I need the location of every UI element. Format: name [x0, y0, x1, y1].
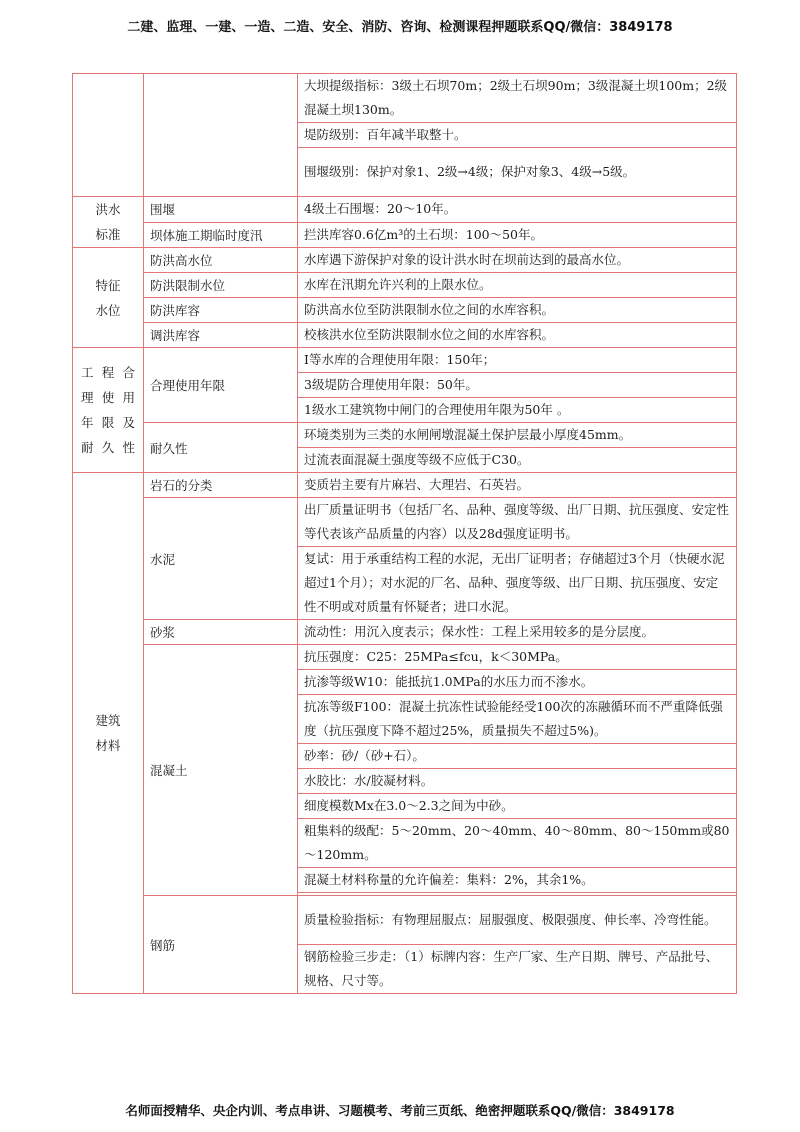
table-row: [73, 74, 737, 123]
content-cell: 大坝提级指标：3级土石坝70m；2级土石坝90m；3级混凝土坝100m；2级混凝土坝130m。: [298, 74, 737, 123]
table-row: [73, 323, 737, 348]
content-cell: 水库遇下游保护对象的设计洪水时在坝前达到的最高水位。: [298, 248, 737, 273]
item-cell-continued: [144, 74, 298, 197]
content-cell: 1级水工建筑物中闸门的合理使用年限为50年 。: [298, 398, 737, 423]
content-cell: 复试：用于承重结构工程的水泥，无出厂证明者；存储超过3个月（快硬水泥超过1个月）；对水泥的厂名、品种、强度等级、出厂日期、抗压强度、安定性不明或对质量有怀疑者；进口水泥。: [298, 547, 737, 620]
content-cell: 质量检验指标：有物理屈服点：屈服强度、极限强度、伸长率、冷弯性能。: [298, 896, 737, 945]
content-cell: 3级堤防合理使用年限：50年。: [298, 373, 737, 398]
table-row: [73, 273, 737, 298]
category-building-materials: 建筑 材料: [73, 473, 144, 994]
content-cell: 抗冻等级F100：混凝土抗冻性试验能经受100次的冻融循环而不严重降低强度（抗压强度下降不超过25%，质量损失不超过5%)。: [298, 695, 737, 744]
table-row: [73, 620, 737, 645]
table-row: [73, 222, 737, 248]
item-cell: 耐久性: [144, 423, 298, 473]
content-cell: 抗渗等级W10：能抵抗1.0MPa的水压力而不渗水。: [298, 670, 737, 695]
item-cell: 水泥: [144, 498, 298, 620]
content-cell: 防洪高水位至防洪限制水位之间的水库容积。: [298, 298, 737, 323]
content-cell: 环境类别为三类的水闸闸墩混凝土保护层最小厚度45mm。: [298, 423, 737, 448]
item-cell: 防洪高水位: [144, 248, 298, 273]
content-cell: 砂率：砂/（砂+石）。: [298, 744, 737, 769]
content-cell: 水库在汛期允许兴利的上限水位。: [298, 273, 737, 298]
content-cell: 细度模数Mx在3.0～2.3之间为中砂。: [298, 794, 737, 819]
item-cell: 围堰: [144, 197, 298, 223]
category-water-level: 特征 水位: [73, 248, 144, 348]
category-cell-continued: [73, 74, 144, 197]
table-row: [73, 298, 737, 323]
knowledge-table: [72, 73, 737, 994]
content-cell: 流动性：用沉入度表示；保水性：工程上采用较多的是分层度。: [298, 620, 737, 645]
content-cell: 过流表面混凝土强度等级不应低于C30。: [298, 448, 737, 473]
content-cell: Ⅰ等水库的合理使用年限：150年；: [298, 348, 737, 373]
page-footer: 名师面授精华、央企内训、考点串讲、习题模考、考前三页纸、绝密押题联系QQ/微信：3849178: [125, 1103, 675, 1118]
content-cell: 校核洪水位至防洪限制水位之间的水库容积。: [298, 323, 737, 348]
content-cell: 堤防级别：百年减半取整十。: [298, 123, 737, 148]
content-cell: 围堰级别：保护对象1、2级→4级；保护对象3、4级→5级。: [298, 148, 737, 197]
content-cell: 抗压强度：C25：25MPa≤fcu，k＜30MPa。: [298, 645, 737, 670]
item-cell: 防洪库容: [144, 298, 298, 323]
content-cell: 粗集料的级配：5～20mm、20～40mm、40～80mm、80～150mm或80～120mm。: [298, 819, 737, 868]
content-cell: 变质岩主要有片麻岩、大理岩、石英岩。: [298, 473, 737, 498]
table-row: [73, 645, 737, 670]
item-cell: 混凝土: [144, 645, 298, 896]
item-cell: 钢筋: [144, 896, 298, 994]
table-row: [73, 423, 737, 448]
content-cell: 出厂质量证明书（包括厂名、品种、强度等级、出厂日期、抗压强度、安定性等代表该产品质量的内容）以及28d强度证明书。: [298, 498, 737, 547]
item-cell: 调洪库容: [144, 323, 298, 348]
item-cell: 坝体施工期临时度汛: [144, 222, 298, 248]
table-row: [73, 896, 737, 945]
page-header: 二建、监理、一建、一造、二造、安全、消防、咨询、检测课程押题联系QQ/微信：3849178: [127, 20, 673, 35]
table-row: [73, 248, 737, 273]
content-cell: 拦洪库容0.6亿m³的土石坝：100～50年。: [298, 222, 737, 248]
category-service-life: 工程合 理使用 年限及 耐久性: [73, 348, 144, 473]
item-cell: 防洪限制水位: [144, 273, 298, 298]
table-row: [73, 197, 737, 223]
category-flood-standard: 洪水 标准: [73, 197, 144, 248]
content-cell: 4级土石围堰：20～10年。: [298, 197, 737, 223]
table-row: [73, 498, 737, 547]
item-cell: 砂浆: [144, 620, 298, 645]
content-cell: 水胶比：水/胶凝材料。: [298, 769, 737, 794]
table-row: [73, 348, 737, 373]
content-cell: 混凝土材料称量的允许偏差：集料：2%，其余1%。: [298, 868, 737, 893]
item-cell: 岩石的分类: [144, 473, 298, 498]
table-row: [73, 473, 737, 498]
item-cell: 合理使用年限: [144, 348, 298, 423]
content-cell: 钢筋检验三步走：（1）标牌内容：生产厂家、生产日期、牌号、产品批号、规格、尺寸等。: [298, 945, 737, 994]
